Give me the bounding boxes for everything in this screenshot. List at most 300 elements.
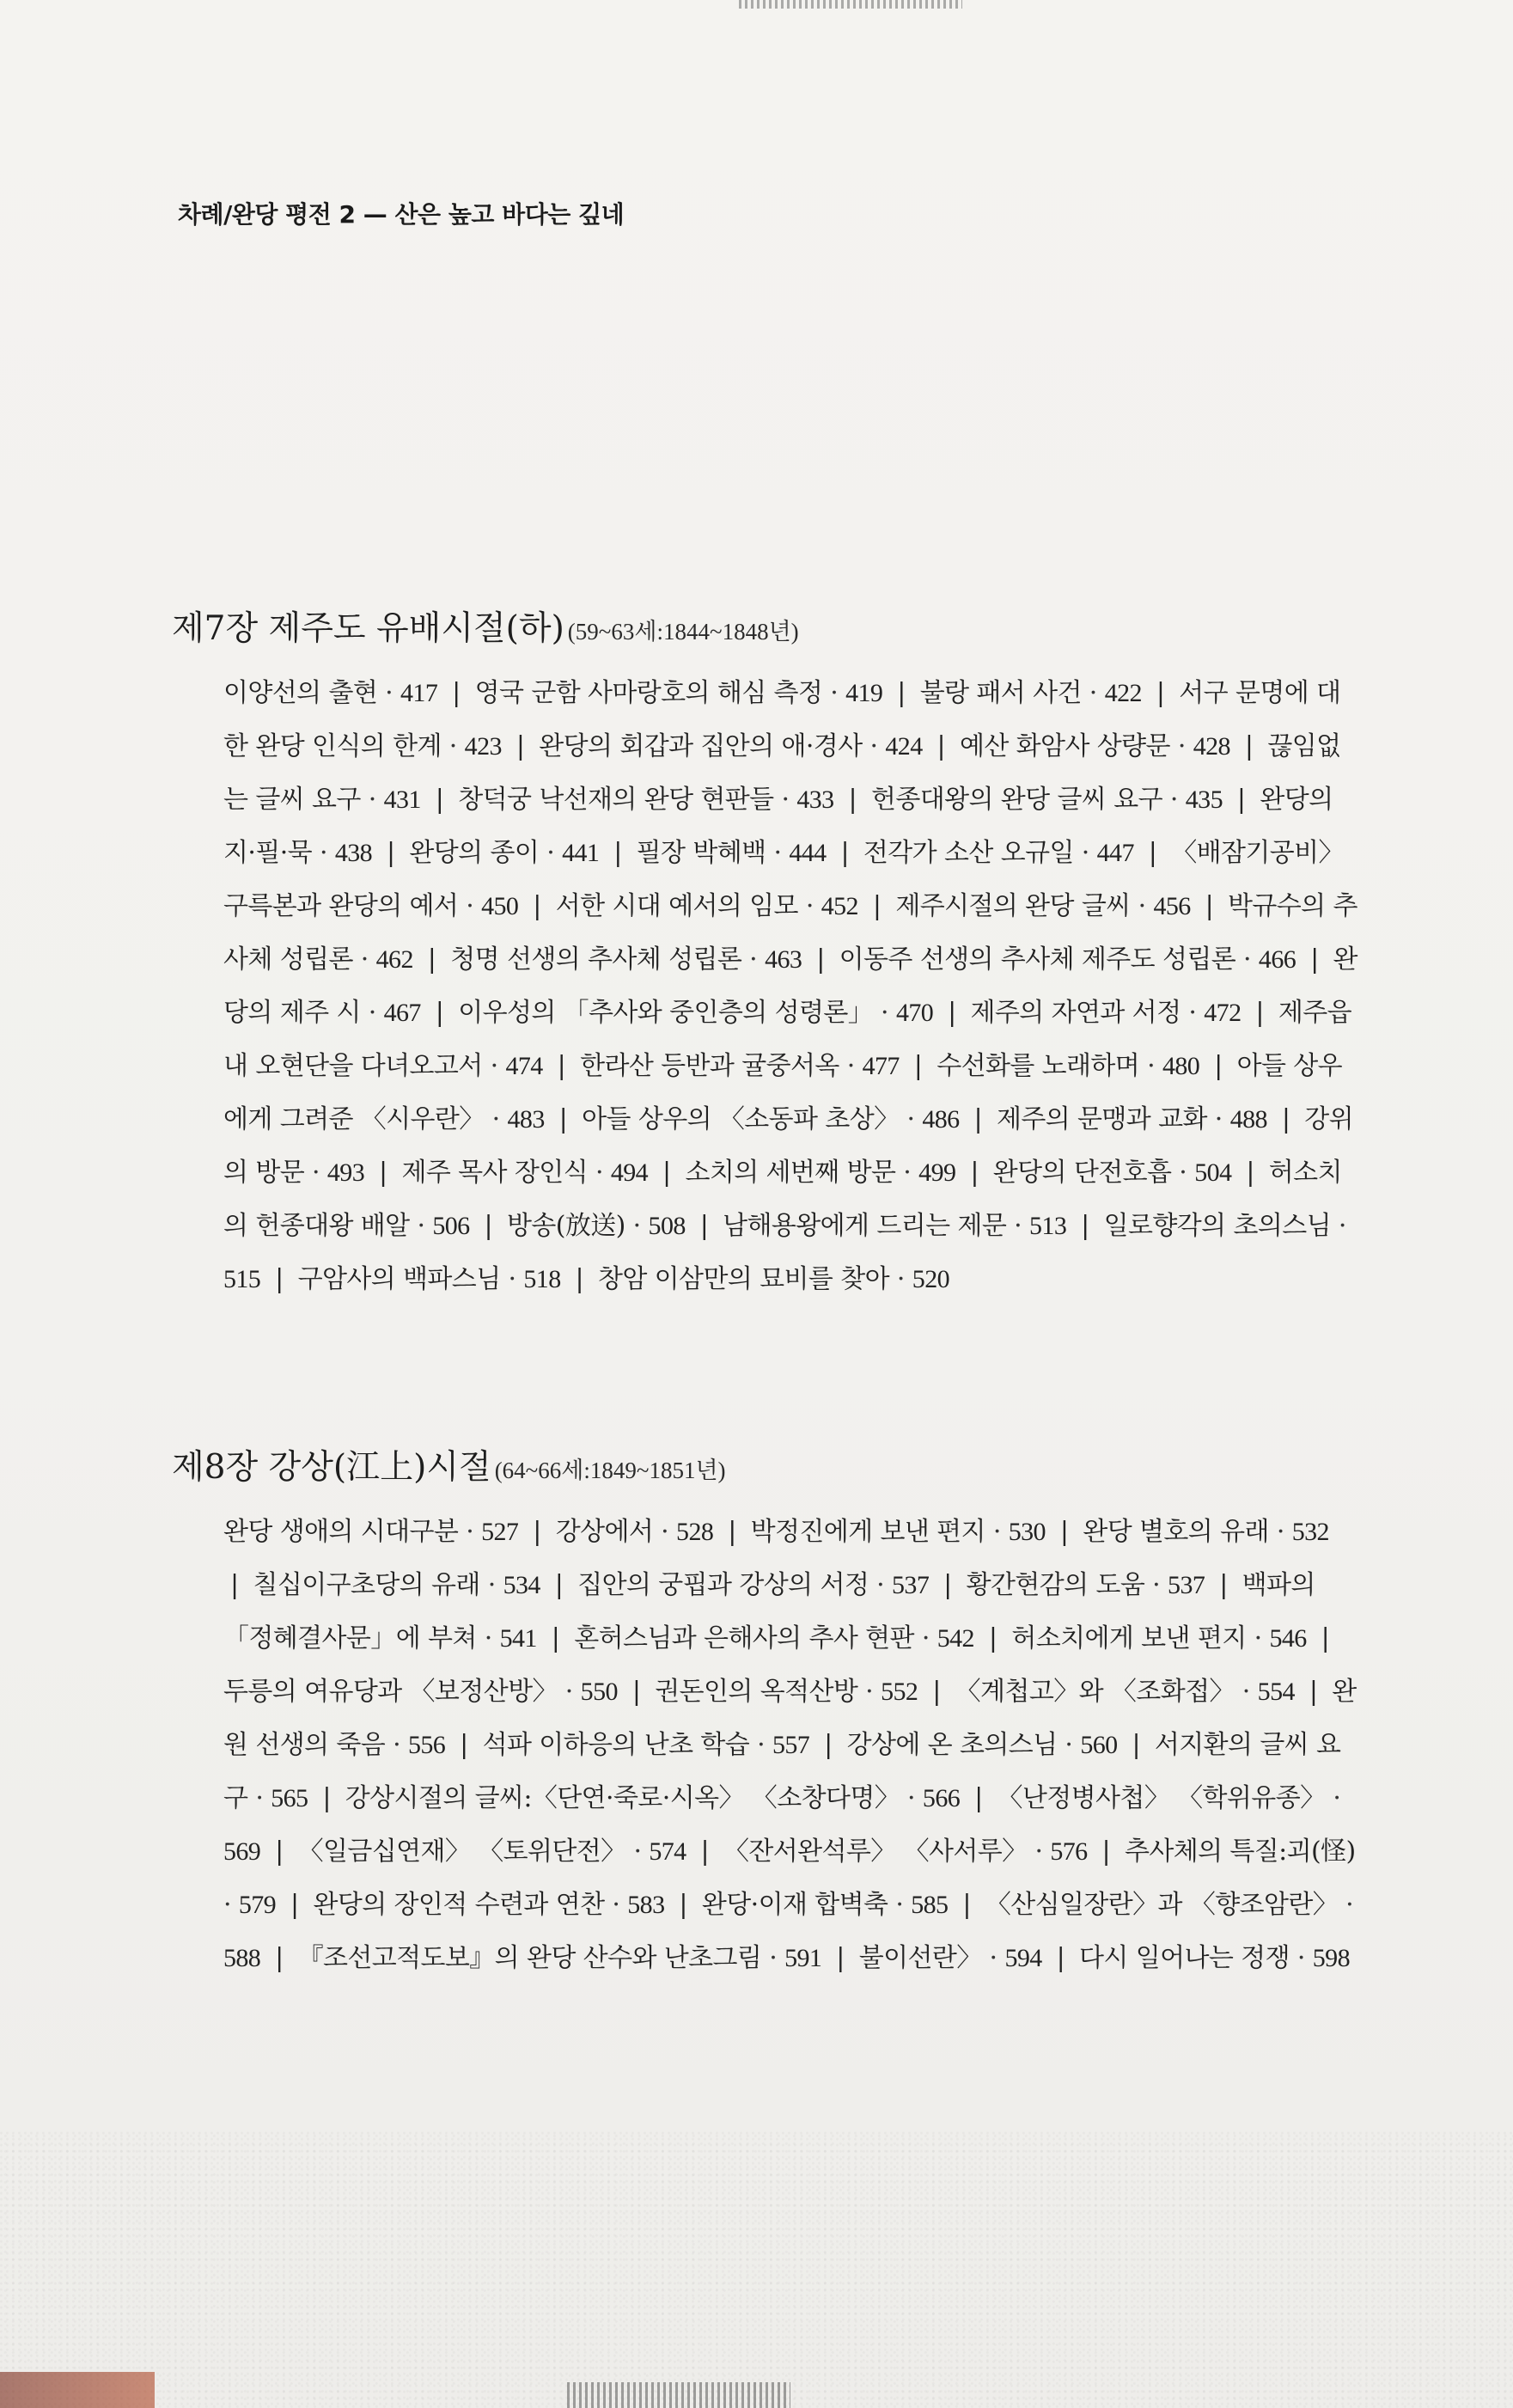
toc-entry-title: 강위의 방문 <box>223 1104 1354 1188</box>
chapter-heading <box>172 602 1375 650</box>
toc-entry-title: 소치의 세번째 방문 <box>685 1158 896 1188</box>
toc-entry-title: 〈배잠기공비〉 구륵본과 완당의 예서 <box>223 838 1344 921</box>
toc-entry <box>598 1264 949 1294</box>
toc-entry-title: 구암사의 백파스님 <box>297 1264 501 1294</box>
toc-entry-title: 필장 박혜백 <box>636 838 766 868</box>
toc-dot-separator: · <box>458 1517 482 1547</box>
toc-entry <box>993 1158 1232 1188</box>
toc-entry-title: 남해용왕에게 드리는 제문 <box>723 1211 1007 1241</box>
toc-page-number: 452 <box>821 892 858 920</box>
toc-dot-separator: · <box>1338 1890 1354 1920</box>
toc-entry <box>859 1943 1042 1973</box>
toc-dot-separator: · <box>1162 785 1186 815</box>
toc-page-number: 579 <box>238 1891 277 1919</box>
toc-dot-separator: · <box>797 891 821 921</box>
toc-entry <box>458 785 833 815</box>
toc-entry-title: 제주시절의 완당 글씨 <box>895 891 1131 921</box>
toc-page-number: 576 <box>1050 1837 1088 1866</box>
toc-dot-separator: · <box>360 785 384 815</box>
toc-page-number: 494 <box>610 1158 649 1187</box>
toc-entry <box>539 731 922 761</box>
toc-entry <box>223 678 437 708</box>
toc-page-number: 528 <box>676 1518 714 1546</box>
toc-page-number: 444 <box>789 839 827 867</box>
toc-entry-title: 〈계첩고〉와 〈조화접〉 <box>955 1677 1235 1707</box>
toc-page-number: 515 <box>223 1265 261 1293</box>
toc-dot-separator: · <box>312 838 335 868</box>
toc-entry <box>685 1158 955 1188</box>
toc-page-number: 417 <box>400 679 438 707</box>
toc-page-number: 474 <box>505 1052 543 1080</box>
toc-dot-separator: · <box>869 1570 893 1600</box>
toc-entry <box>475 678 883 708</box>
toc-dot-separator: · <box>304 1158 327 1188</box>
toc-entry-title: 완당 생애의 시대구분 <box>223 1517 459 1547</box>
toc-entry-title: 예산 화암사 상량문 <box>959 731 1170 761</box>
toc-dot-separator: · <box>1139 1051 1162 1081</box>
toc-dot-separator: · <box>761 1943 785 1973</box>
toc-divider: | <box>427 944 436 975</box>
toc-page-number: 534 <box>503 1571 540 1599</box>
toc-dot-separator: · <box>352 944 376 975</box>
toc-entry <box>298 1943 822 1973</box>
toc-divider: | <box>435 998 444 1028</box>
toc-divider: | <box>386 838 395 868</box>
chapter-section <box>172 602 1375 1306</box>
toc-entry-title: 아들 상우에게 그려준 〈시우란〉 <box>223 1051 1343 1134</box>
toc-dot-separator: · <box>476 1623 500 1653</box>
toc-divider: | <box>275 1837 284 1867</box>
toc-divider: | <box>962 1890 971 1920</box>
toc-dot-separator: · <box>653 1517 677 1547</box>
toc-divider: | <box>943 1570 952 1600</box>
toc-page-number: 486 <box>922 1105 960 1134</box>
toc-divider: | <box>557 1051 566 1081</box>
toc-entry <box>863 838 1134 868</box>
toc-divider: | <box>1236 785 1246 815</box>
toc-entry-title: 허소치의 헌종대왕 배알 <box>223 1158 1342 1241</box>
toc-divider: | <box>816 944 825 975</box>
toc-page-number: 532 <box>1291 1518 1329 1546</box>
toc-dot-separator: · <box>1246 1623 1270 1653</box>
toc-entry-title: 헌종대왕의 완당 글씨 요구 <box>870 785 1162 815</box>
toc-entry-title: 〈산심일장란〉과 〈향조암란〉 <box>985 1890 1339 1920</box>
toc-page-number: 428 <box>1193 732 1230 761</box>
toc-dot-separator: · <box>1234 1677 1258 1707</box>
toc-entry <box>574 1623 974 1653</box>
toc-entry <box>345 1783 960 1813</box>
toc-entry-title: 제주읍내 오현단을 다녀오고서 <box>223 998 1351 1081</box>
toc-entry <box>507 1211 686 1241</box>
toc-entry-title: 완당 별호의 유래 <box>1083 1517 1269 1547</box>
toc-dot-separator: · <box>1289 1943 1313 1973</box>
toc-entry-title: 청명 선생의 추사체 성립론 <box>450 944 742 975</box>
toc-divider: | <box>554 1570 564 1600</box>
toc-dot-separator: · <box>625 1211 649 1241</box>
toc-divider: | <box>1056 1943 1065 1973</box>
toc-entry <box>298 1837 686 1867</box>
toc-divider: | <box>824 1730 833 1760</box>
toc-dot-separator: · <box>741 944 766 975</box>
toc-page-number: 470 <box>895 999 934 1027</box>
toc-entry-title: 추사체의 특질:괴(怪) <box>1124 1837 1356 1867</box>
toc-entry-title: 완당·이재 합벽축 <box>701 1890 888 1920</box>
toc-dot-separator: · <box>625 1837 650 1867</box>
toc-entry-title: 집안의 궁핍과 강상의 서정 <box>577 1570 869 1600</box>
toc-page-number: 585 <box>911 1891 949 1919</box>
toc-page-number: 583 <box>627 1891 665 1919</box>
toc-dot-separator: · <box>985 1517 1009 1547</box>
toc-dot-separator: · <box>1325 1783 1341 1813</box>
toc-divider: | <box>516 731 525 761</box>
toc-page-number: 506 <box>432 1212 470 1240</box>
toc-divider: | <box>948 998 956 1028</box>
toc-entry-title: 완원 선생의 죽음 <box>223 1677 1357 1760</box>
toc-divider: | <box>872 891 882 921</box>
toc-entry <box>223 1517 518 1547</box>
toc-divider: | <box>379 1158 387 1188</box>
toc-page-number: 569 <box>223 1837 261 1866</box>
toc-dot-separator: · <box>223 1890 239 1920</box>
scan-artifact-top <box>739 0 962 9</box>
scan-edge <box>0 2372 155 2408</box>
toc-page-number: 530 <box>1008 1518 1046 1546</box>
toc-page-number: 424 <box>885 732 923 761</box>
toc-page-number: 537 <box>1168 1571 1205 1599</box>
toc-entry-title: 석파 이하응의 난초 학습 <box>482 1730 750 1760</box>
toc-page-number: 450 <box>481 892 519 920</box>
toc-divider: | <box>973 1104 983 1134</box>
toc-dot-separator: · <box>1169 731 1193 761</box>
toc-entry-title: 제주 목사 장인식 <box>401 1158 589 1188</box>
toc-divider: | <box>460 1730 468 1760</box>
toc-entry-title: 강상시절의 글씨:〈단연·죽로·시옥〉 〈소창다명〉 <box>345 1783 900 1813</box>
toc-divider: | <box>290 1890 299 1920</box>
toc-dot-separator: · <box>441 731 465 761</box>
toc-entry-title: 권돈인의 옥적산방 <box>655 1677 858 1707</box>
toc-page-number: 419 <box>845 679 883 707</box>
toc-dot-separator: · <box>839 1051 863 1081</box>
toc-dot-separator: · <box>1206 1104 1230 1134</box>
toc-dot-separator: · <box>888 1890 912 1920</box>
toc-divider: | <box>836 1943 845 1973</box>
toc-divider: | <box>840 838 849 868</box>
toc-entry-title: 이동주 선생의 추사체 제주도 성립론 <box>839 944 1236 975</box>
toc-divider: | <box>1148 838 1157 868</box>
toc-page-number: 466 <box>1258 945 1296 974</box>
toc-dot-separator: · <box>1268 1517 1292 1547</box>
toc-divider: | <box>1281 1104 1290 1134</box>
toc-entry <box>871 785 1223 815</box>
toc-dot-separator: · <box>484 1104 508 1134</box>
toc-dot-separator: · <box>899 1104 923 1134</box>
toc-page-number: 598 <box>1312 1944 1350 1972</box>
toc-entry <box>920 678 1142 708</box>
toc-divider: | <box>435 785 444 815</box>
toc-entry <box>839 944 1296 975</box>
toc-entry-title: 서지환의 글씨 요구 <box>223 1730 1341 1813</box>
toc-page-number: 438 <box>334 839 373 867</box>
toc-divider: | <box>848 785 857 815</box>
toc-dot-separator: · <box>895 1158 919 1188</box>
toc-entry-title: 전각가 소산 오규일 <box>863 838 1074 868</box>
toc-entry-title: 창암 이삼만의 묘비를 찾아 <box>597 1264 889 1294</box>
toc-entry-title: 백파의 「정혜결사문」에 부쳐 <box>223 1570 1315 1653</box>
toc-page-number: 546 <box>1269 1624 1307 1653</box>
toc-dot-separator: · <box>1073 838 1097 868</box>
toc-divider: | <box>897 678 906 708</box>
toc-entry <box>971 998 1242 1028</box>
toc-entry-title: 방송(放送) <box>506 1211 625 1241</box>
toc-entry-title: 불이선란〉 <box>858 1943 982 1973</box>
toc-entry <box>751 1517 1046 1547</box>
toc-divider: | <box>1310 944 1319 975</box>
toc-entry <box>458 998 933 1028</box>
toc-divider: | <box>631 1677 641 1707</box>
toc-page-number: 542 <box>936 1624 974 1653</box>
toc-entry <box>582 1104 959 1134</box>
toc-dot-separator: · <box>888 1264 912 1294</box>
chapter-section <box>172 1440 1375 1985</box>
toc-entry-title: 황간현감의 도움 <box>966 1570 1145 1600</box>
toc-entry <box>223 1677 618 1707</box>
toc-entry-title: 강상에서 <box>555 1517 654 1547</box>
toc-page-number: 554 <box>1257 1678 1295 1706</box>
toc-dot-separator: · <box>981 1943 1005 1973</box>
toc-divider: | <box>1214 1051 1223 1081</box>
toc-entry <box>483 1730 810 1760</box>
toc-dot-separator: · <box>857 1677 882 1707</box>
toc-page-number: 594 <box>1004 1944 1042 1972</box>
toc-divider: | <box>1255 998 1264 1028</box>
running-head: 차례/완당 평전 2 — 산은 높고 바다는 깊네 <box>178 200 625 229</box>
toc-dot-separator: · <box>749 1730 772 1760</box>
toc-entry-title: 칠십이구초당의 유래 <box>253 1570 480 1600</box>
toc-entry <box>313 1890 664 1920</box>
toc-divider: | <box>452 678 461 708</box>
toc-entry <box>702 1890 949 1920</box>
toc-page-number: 527 <box>481 1518 519 1546</box>
toc-page-number: 504 <box>1194 1158 1232 1187</box>
toc-entry-title: 끊임없는 글씨 요구 <box>223 731 1341 815</box>
toc-divider: | <box>1101 1837 1111 1867</box>
toc-entry-title: 제주의 문맹과 교화 <box>996 1104 1207 1134</box>
toc-dot-separator: · <box>482 1051 506 1081</box>
toc-entry-title: 불랑 패서 사건 <box>919 678 1082 708</box>
toc-divider: | <box>988 1623 997 1653</box>
toc-dot-separator: · <box>385 1730 408 1760</box>
toc-page-number: 574 <box>649 1837 686 1866</box>
toc-entry-title: 영국 군함 사마랑호의 해심 측정 <box>474 678 823 708</box>
toc-entry-title: 강상에 온 초의스님 <box>846 1730 1058 1760</box>
toc-divider: | <box>728 1517 736 1547</box>
toc-entry-title: 〈잔서완석루〉 〈사서루〉 <box>723 1837 1028 1867</box>
toc-page-number: 557 <box>772 1731 810 1759</box>
toc-divider: | <box>1081 1211 1089 1241</box>
toc-dot-separator: · <box>862 731 886 761</box>
toc-entry-title: 완당의 단전호흡 <box>992 1158 1172 1188</box>
toc-entry <box>1079 1943 1350 1973</box>
toc-divider: | <box>484 1211 493 1241</box>
toc-page-number: 447 <box>1096 839 1134 867</box>
toc-dot-separator: · <box>1027 1837 1051 1867</box>
toc-divider: | <box>1219 1570 1228 1600</box>
toc-entry <box>960 731 1230 761</box>
toc-divider: | <box>533 891 541 921</box>
toc-divider: | <box>1132 1730 1140 1760</box>
toc-page-number: 565 <box>271 1784 308 1812</box>
toc-entry-title: 혼허스님과 은해사의 추사 현판 <box>574 1623 914 1653</box>
toc-page-number: 462 <box>375 945 413 974</box>
toc-dot-separator: · <box>479 1570 503 1600</box>
toc-divider: | <box>1246 1158 1254 1188</box>
toc-entry <box>409 838 599 868</box>
toc-dot-separator: · <box>409 1211 433 1241</box>
toc-page-number: 541 <box>499 1624 537 1653</box>
toc-divider: | <box>679 1890 687 1920</box>
toc-page-number: 591 <box>784 1944 822 1972</box>
toc-page-number: 488 <box>1229 1105 1267 1134</box>
toc-page-number: 441 <box>562 839 600 867</box>
toc-dot-separator: · <box>913 1623 937 1653</box>
scan-artifact-bottom <box>567 2382 790 2408</box>
toc-page-number: 560 <box>1080 1731 1118 1759</box>
toc-page-number: 513 <box>1029 1212 1067 1240</box>
toc-divider: | <box>970 1158 979 1188</box>
toc-entry <box>556 1517 714 1547</box>
toc-entry-title: 다시 일어나는 정쟁 <box>1079 1943 1290 1973</box>
toc-dot-separator: · <box>588 1158 611 1188</box>
toc-page-number: 493 <box>326 1158 365 1187</box>
toc-dot-separator: · <box>773 785 797 815</box>
toc-page-number: 566 <box>922 1784 961 1812</box>
toc-entry-title: 완당의 회갑과 집안의 애·경사 <box>539 731 863 761</box>
toc-entry <box>997 1104 1267 1134</box>
toc-dot-separator: · <box>822 678 846 708</box>
toc-divider: | <box>913 1051 923 1081</box>
toc-divider: | <box>613 838 622 868</box>
toc-entry-title: 완당의 지·필·묵 <box>223 785 1333 868</box>
toc-entries <box>172 1506 1357 1985</box>
toc-divider: | <box>1059 1517 1069 1547</box>
toc-entry-title: 허소치에게 보낸 편지 <box>1011 1623 1247 1653</box>
toc-entry <box>298 1264 561 1294</box>
toc-entry <box>895 891 1190 921</box>
chapter-title: 제7장 제주도 유배시절(하) <box>172 609 564 648</box>
toc-divider: | <box>551 1623 560 1653</box>
toc-divider: | <box>575 1264 584 1294</box>
toc-divider: | <box>1156 678 1165 708</box>
toc-entry-title: 수선화를 노래하며 <box>936 1051 1140 1081</box>
toc-dot-separator: · <box>900 1783 923 1813</box>
toc-entry <box>556 891 858 921</box>
toc-entry <box>955 1677 1295 1707</box>
toc-page-number: 433 <box>796 785 834 814</box>
toc-entry <box>577 1570 929 1600</box>
toc-divider: | <box>1205 891 1214 921</box>
toc-entry-title: 일로향각의 초의스님 <box>1103 1211 1331 1241</box>
toc-entry-title: 『조선고적도보』의 완당 산수와 난초그림 <box>297 1943 762 1973</box>
toc-entry <box>723 1837 1088 1867</box>
toc-dot-separator: · <box>360 998 384 1028</box>
toc-page-number: 435 <box>1185 785 1223 814</box>
toc-dot-separator: · <box>1181 998 1205 1028</box>
paper-grain <box>0 2131 1513 2408</box>
toc-divider: | <box>230 1570 239 1600</box>
toc-divider: | <box>1244 731 1254 761</box>
toc-page-number: 477 <box>862 1052 900 1080</box>
toc-entry <box>401 1158 648 1188</box>
toc-entry <box>450 944 802 975</box>
toc-dot-separator: · <box>1171 1158 1195 1188</box>
toc-entry-title: 이우성의 「추사와 중인층의 성령론」 <box>458 998 874 1028</box>
toc-page-number: 480 <box>1162 1052 1200 1080</box>
toc-divider: | <box>275 1264 284 1294</box>
toc-page-number: 556 <box>407 1731 446 1759</box>
toc-entry-title: 완당의 종이 <box>409 838 540 868</box>
toc-page-number: 467 <box>383 999 421 1027</box>
toc-divider: | <box>932 1677 941 1707</box>
toc-divider: | <box>1321 1623 1330 1653</box>
chapter-title: 제8장 강상(江上)시절 <box>172 1448 491 1487</box>
toc-entry <box>1083 1517 1329 1547</box>
toc-divider: | <box>936 731 946 761</box>
toc-entry-title: 이양선의 출현 <box>223 678 378 708</box>
toc-page-number: 518 <box>523 1265 561 1293</box>
toc-page-number: 463 <box>765 945 802 974</box>
toc-dot-separator: · <box>500 1264 524 1294</box>
toc-entry <box>847 1730 1118 1760</box>
toc-entry <box>580 1051 900 1081</box>
toc-dot-separator: · <box>557 1677 581 1707</box>
chapter-age-range: (59~63세:1844~1848년) <box>567 619 799 645</box>
toc-divider: | <box>322 1783 331 1813</box>
toc-entry-title: 서한 시대 예서의 임모 <box>555 891 798 921</box>
toc-dot-separator: · <box>1057 1730 1081 1760</box>
toc-dot-separator: · <box>1144 1570 1168 1600</box>
toc-page-number: 537 <box>892 1571 930 1599</box>
toc-divider: | <box>700 1837 710 1867</box>
chapter-heading <box>172 1440 1375 1488</box>
toc-entry-title: 서구 문명에 대한 완당 인식의 한계 <box>223 678 1341 761</box>
toc-dot-separator: · <box>1235 944 1259 975</box>
toc-entry-title: 완당의 제주 시 <box>223 944 1357 1028</box>
toc-dot-separator: · <box>1330 1211 1346 1241</box>
toc-page-number: 508 <box>648 1212 686 1240</box>
toc-divider: | <box>974 1783 983 1813</box>
toc-entry-title: 완당의 장인적 수련과 연찬 <box>313 1890 605 1920</box>
toc-entry-title: 두릉의 여유당과 〈보정산방〉 <box>223 1677 558 1707</box>
toc-entry-title: 〈일금십연재〉 〈토위단전〉 <box>297 1837 626 1867</box>
toc-entry <box>967 1570 1205 1600</box>
toc-divider: | <box>1309 1677 1318 1707</box>
toc-divider: | <box>699 1211 709 1241</box>
toc-entry-title: 아들 상우의 〈소동파 초상〉 <box>582 1104 900 1134</box>
toc-divider: | <box>662 1158 671 1188</box>
toc-page-number: 499 <box>918 1158 956 1187</box>
toc-entry <box>253 1570 540 1600</box>
toc-divider: | <box>275 1943 284 1973</box>
toc-entry <box>655 1677 918 1707</box>
toc-entry-title: 제주의 자연과 서정 <box>970 998 1181 1028</box>
toc-entries <box>172 667 1357 1306</box>
toc-entry <box>637 838 827 868</box>
toc-entry <box>723 1211 1066 1241</box>
toc-page-number: 431 <box>383 785 421 814</box>
toc-page-number: 472 <box>1204 999 1242 1027</box>
toc-dot-separator: · <box>247 1783 271 1813</box>
toc-divider: | <box>533 1517 541 1547</box>
